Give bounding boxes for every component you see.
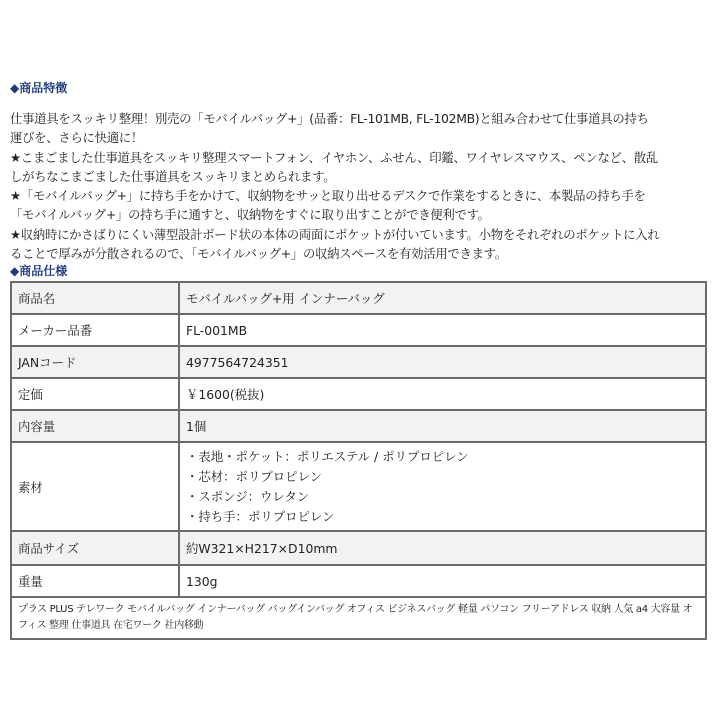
spec-label: 素材 bbox=[11, 442, 179, 531]
spec-value: 1個 bbox=[179, 410, 706, 442]
spec-value: 約W321×H217×D10mm bbox=[179, 531, 706, 565]
table-row bbox=[11, 442, 706, 531]
table-row bbox=[11, 531, 706, 565]
material-item: ・芯材：ポリプロピレン bbox=[186, 468, 322, 484]
features-heading: ◆商品特徴 bbox=[10, 81, 68, 95]
material-item: ・持ち手：ポリプロピレン bbox=[186, 508, 335, 524]
spec-label: JANコード bbox=[11, 346, 179, 378]
feature-line: しがちなこまごました仕事道具をスッキリまとめられます。 bbox=[10, 168, 336, 184]
feature-line: ★こまごました仕事道具をスッキリ整理スマートフォン、イヤホン、ふせん、印鑑、ワイヤレスマウス、ペンなど、散乱 bbox=[10, 149, 658, 165]
keywords: プラス PLUS テレワーク モバイルバッグ インナーバッグ バッグインバッグ オフィス ビジネスバッグ 軽量 パソコン フリーアドレス 収納 人気 a4 大容量 オフィス 整理 仕事道具 在宅ワーク 社内移動 bbox=[11, 597, 706, 639]
feature-line: 「モバイルバッグ+」の持ち手に通すと、収納物をすぐに取り出すことができ便利です。 bbox=[10, 207, 490, 223]
spec-value: 4977564724351 bbox=[179, 346, 706, 378]
table-row bbox=[11, 565, 706, 597]
table-row bbox=[11, 597, 706, 639]
spec-table bbox=[10, 281, 707, 640]
table-row bbox=[11, 410, 706, 442]
spec-value: モバイルバッグ+用 インナーバッグ bbox=[179, 282, 706, 314]
features-text bbox=[10, 109, 710, 263]
spec-value bbox=[179, 442, 706, 531]
spec-label: 定価 bbox=[11, 378, 179, 410]
table-row bbox=[11, 314, 706, 346]
feature-line: ることで厚みが分散されるので、「モバイルバッグ+」の収納スペースを有効活用できます。 bbox=[10, 246, 507, 262]
spec-value: ￥1600(税抜) bbox=[179, 378, 706, 410]
feature-line: ★「モバイルバッグ+」に持ち手をかけて、収納物をサッと取り出せるデスクで作業をするときに、本製品の持ち手を bbox=[10, 188, 646, 204]
material-item: ・スポンジ：ウレタン bbox=[186, 488, 310, 504]
feature-line: ★収納時にかさばりにくい薄型設計ボード状の本体の両面にポケットが付いています。小物をそれぞれのポケットに入れ bbox=[10, 226, 660, 242]
spec-value: FL-001MB bbox=[179, 314, 706, 346]
spec-label: 商品名 bbox=[11, 282, 179, 314]
feature-line: 運びを、さらに快適に！ bbox=[10, 130, 143, 146]
spec-label: 内容量 bbox=[11, 410, 179, 442]
table-row bbox=[11, 282, 706, 314]
table-row bbox=[11, 378, 706, 410]
feature-line: 仕事道具をスッキリ整理！別売の「モバイルバッグ+」(品番：FL-101MB, FL-102MB)と組み合わせて仕事道具の持ち bbox=[10, 111, 649, 126]
spec-label: メーカー品番 bbox=[11, 314, 179, 346]
spec-value: 130g bbox=[179, 565, 706, 597]
spec-label: 重量 bbox=[11, 565, 179, 597]
specs-heading: ◆商品仕様 bbox=[10, 264, 68, 278]
material-item: ・表地・ポケット：ポリエステル / ポリプロピレン bbox=[186, 448, 469, 464]
spec-label: 商品サイズ bbox=[11, 531, 179, 565]
table-row bbox=[11, 346, 706, 378]
